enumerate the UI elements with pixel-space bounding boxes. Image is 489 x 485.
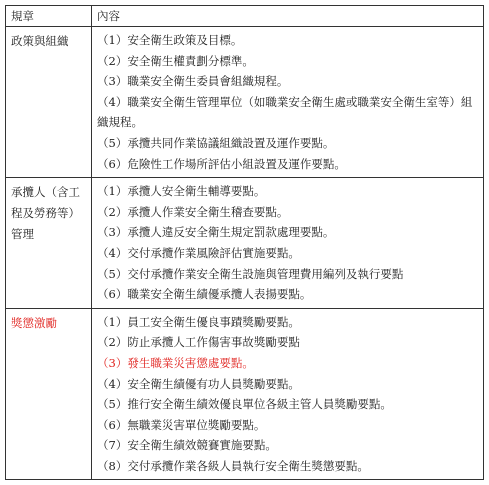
regulations-table [5,5,484,480]
list-item: （5）推行安全衛生績效優良單位各級主管人員獎勵要點。 [97,397,392,412]
list-item: （2）安全衛生權責劃分標準。 [97,53,254,68]
list-item: （1）安全衛生政策及目標。 [97,33,243,47]
list-item: （3）承攬人違反安全衛生規定罰款處理要點。 [97,225,335,240]
regulations-table-container [5,5,483,485]
list-item: （6）職業安全衛生績優承攬人表揚要點。 [97,287,312,302]
list-item: （6）危險性工作場所評估小組設置及運作要點。 [97,156,346,171]
list-item: （7）安全衛生績效競賽實施要點。 [97,438,277,453]
list-item: （2）防止承攬人工作傷害事故獎勵要點 [97,335,300,350]
content-cell [92,308,484,480]
list-item: （8）交付承攬作業各級人員執行安全衛生獎懲要點。 [97,458,369,473]
content-cell [92,178,484,309]
list-item: （1）承攬人安全衛生輔導要點。 [97,184,266,199]
section-row-policy [6,27,484,178]
list-item: （4）職業安全衛生管理單位（如職業安全衛生處或職業安全衛生室等）組織規程。 [97,94,473,130]
header-content: 內容 [92,6,484,27]
list-item: （6）無職業災害單位獎勵要點。 [97,417,266,432]
content-cell [92,27,484,178]
table-header-row [6,6,484,27]
category-cell: 獎懲激勵 [6,308,92,480]
category-cell: 承攬人（含工程及勞務等）管理 [6,178,92,309]
list-item: （4）安全衛生績優有功人員獎勵要點。 [97,376,300,391]
list-item: （1）員工安全衛生優良事蹟獎勵要點。 [97,314,300,329]
list-item: （5）承攬共同作業協議組織設置及運作要點。 [97,135,335,150]
section-row-contractor [6,178,484,309]
list-item: （2）承攬人作業安全衛生稽查要點。 [97,204,289,219]
header-regulation: 規章 [6,6,92,27]
list-item-highlighted: （3）發生職業災害懲處要點。 [97,355,254,370]
list-item: （5）交付承攬作業安全衛生設施與管理費用編列及執行要點 [97,266,404,281]
table-body [6,27,484,480]
category-cell: 政策與組織 [6,27,92,178]
list-item: （3）職業安全衛生委員會組織規程。 [97,74,289,89]
list-item: （4）交付承攬作業風險評估實施要點。 [97,245,300,260]
section-row-rewards [6,308,484,480]
